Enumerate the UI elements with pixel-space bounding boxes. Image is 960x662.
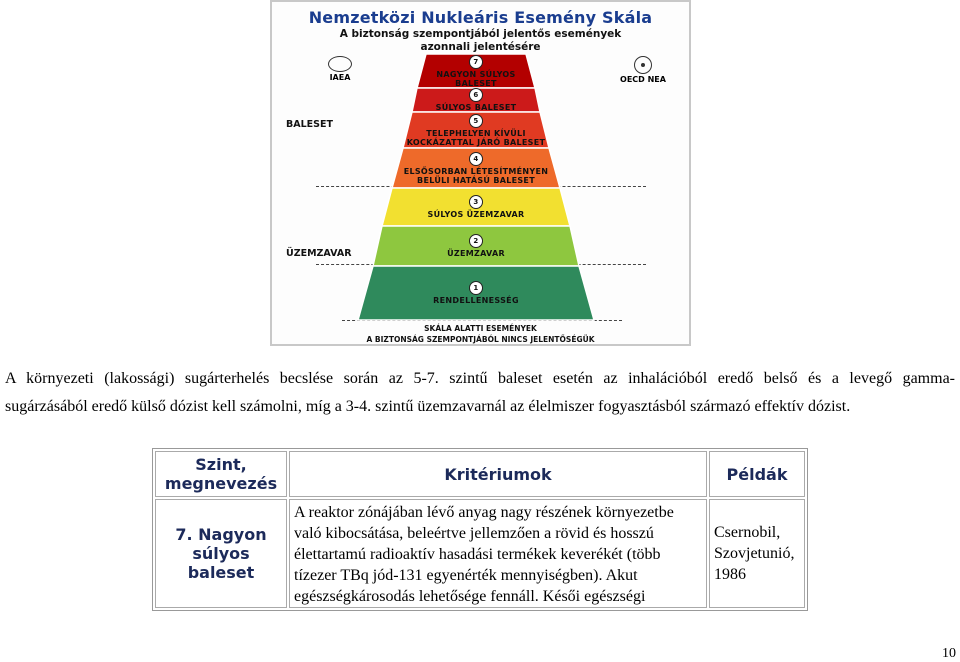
pyramid-level-6 (412, 88, 540, 112)
level-label-line1: RENDELLENESSÉG (433, 296, 519, 305)
table-row (155, 499, 805, 608)
level-label-line1: SÚLYOS ÜZEMZAVAR (427, 210, 525, 219)
figure-footer-line2: A BIZTONSÁG SZEMPONTJÁBÓL NINCS JELENTŐSÉGÜK (366, 335, 595, 344)
example-line: 1986 (714, 566, 746, 583)
page-number: 10 (942, 646, 956, 661)
pyramid-level-1 (358, 266, 594, 320)
criteria-line: élettartamú radioaktív hasadási termékek keverékét (több (294, 546, 661, 563)
level-label-line1: ÜZEMZAVAR (447, 249, 505, 258)
level-label-line1: TELEPHELYEN KÍVÜLI (426, 128, 526, 138)
level-label-line1: NAGYON SÚLYOS (436, 69, 516, 79)
paragraph-line-2: sugárzásából eredő külső dózist kell számolni, míg a 3-4. szintű üzemzavarnál az élelmiszer fogyasztásból származó effektív dózist. (5, 398, 851, 415)
header-criteria: Kritériumok (289, 451, 707, 497)
side-label-incident: ÜZEMZAVAR (286, 248, 352, 259)
level-number-badge: 5 (469, 114, 483, 128)
level-number-badge: 2 (469, 234, 483, 248)
pyramid-level-7 (417, 54, 535, 88)
level-number-badge: 1 (469, 281, 483, 295)
row-examples (709, 499, 805, 608)
level-number-badge: 4 (469, 152, 483, 166)
row-level (155, 499, 287, 608)
header-level-line1: Szint, (195, 455, 247, 474)
pyramid-level-2 (373, 226, 579, 266)
header-examples: Példák (709, 451, 805, 497)
iaea-label: IAEA (329, 73, 351, 82)
level-number-badge: 3 (469, 195, 483, 209)
figure-subtitle-line2: azonnali jelentésére (420, 41, 541, 53)
level-number-badge: 6 (469, 88, 483, 102)
criteria-line: egészségkárosodás lehetősége fennáll. Késői egészségi (294, 588, 646, 605)
table-header-row (155, 451, 805, 497)
level-label-line1: SÚLYOS BALESET (435, 103, 517, 112)
figure-footer-line1: SKÁLA ALATTI ESEMÉNYEK (424, 324, 537, 333)
header-level-line2: megnevezés (164, 474, 278, 493)
figure-title: Nemzetközi Nukleáris Esemény Skála (308, 8, 653, 27)
row-level-line1: 7. Nagyon (175, 525, 267, 544)
level-label-line2: BALESET (455, 78, 497, 88)
level-label-line2: KOCKÁZATTAL JÁRÓ BALESET (406, 137, 546, 147)
example-line: Szovjetunió, (714, 545, 795, 562)
row-level-line2: súlyos baleset (187, 544, 255, 582)
example-line: Csernobil, (714, 524, 781, 541)
criteria-table (152, 448, 808, 611)
figure-subtitle-line1: A biztonság szempontjából jelentős események (339, 28, 622, 40)
criteria-line: való kibocsátása, beleértve jellemzően a rövid és hosszú (294, 525, 654, 542)
level-number-badge: 7 (469, 55, 483, 69)
ines-scale-figure (270, 0, 691, 346)
level-label-line1: ELSŐSORBAN LÉTESÍTMÉNYEN (403, 166, 549, 176)
pyramid-level-3 (382, 188, 570, 226)
side-label-accident: BALESET (286, 119, 333, 130)
level-label-line2: BELÜLI HATÁSÚ BALESET (417, 175, 535, 185)
oecd-nea-label: OECD NEA (620, 75, 666, 84)
criteria-line: tízezer TBq jód-131 egyenérték mennyiségben). Akut (294, 567, 638, 584)
pyramid-level-5 (403, 112, 549, 148)
row-criteria (289, 499, 707, 608)
paragraph-line-1: A környezeti (lakossági) sugárterhelés becslése során az 5-7. szintű baleset esetén az inhalációból eredő belső és a levegő gamma- (5, 370, 955, 387)
header-level (155, 451, 287, 497)
criteria-line: A reaktor zónájában lévő anyag nagy részének környezetbe (294, 504, 674, 521)
pyramid-level-4 (392, 148, 560, 188)
